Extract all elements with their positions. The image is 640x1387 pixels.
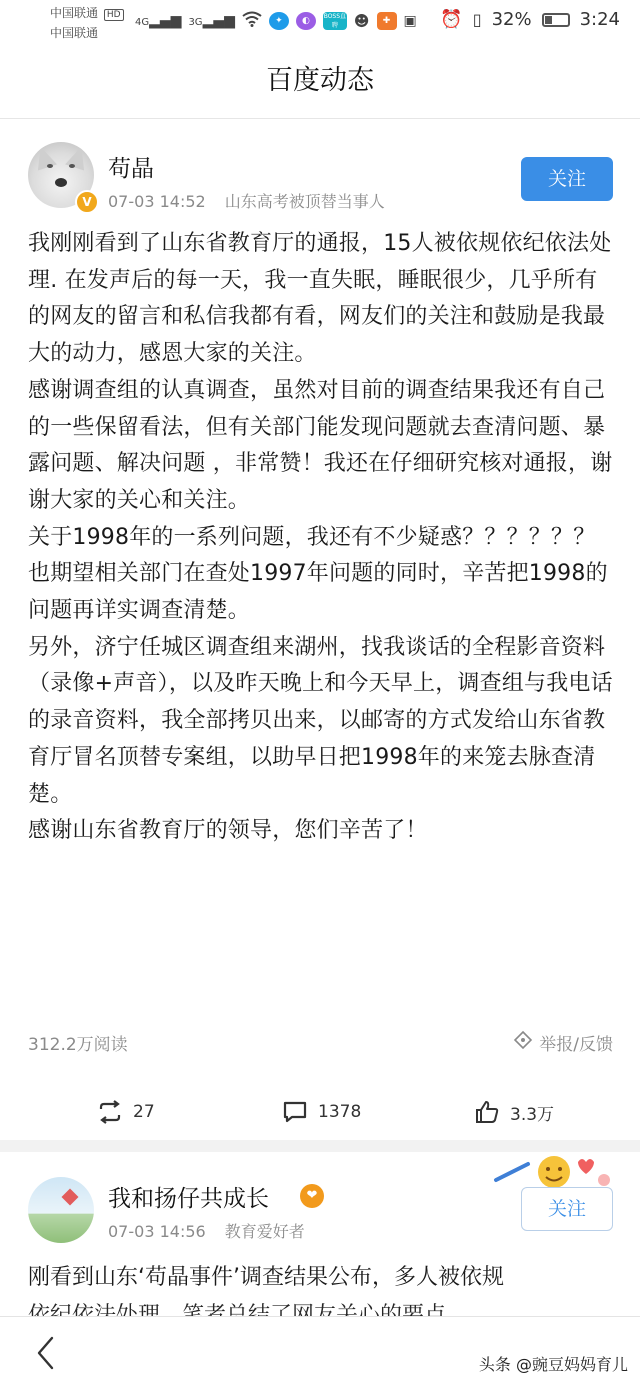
repost-icon	[97, 1100, 123, 1124]
back-arrow-icon	[34, 1335, 58, 1371]
carrier-1: 中国联通	[50, 6, 99, 20]
app-badge-purple-icon: ◐	[296, 12, 316, 30]
read-count: 312.2万阅读	[28, 1035, 128, 1055]
post-paragraph-1: 我刚刚看到了山东省教育厅的通报，15人被依规依纪依法处理. 在发声后的每一天，我一直失眠，睡眠很少，几乎所有的网友的留言和私信我都有看，网友们的关注和鼓励是我最大的动力，感恩大家的关注。	[28, 231, 612, 367]
post-body	[28, 226, 618, 850]
watermark: 头条 @豌豆妈妈育儿	[478, 1355, 628, 1374]
post-paragraph-5: 感谢山东省教育厅的领导，您们辛苦了！	[28, 818, 428, 844]
author-tagline: 山东高考被顶替当事人	[224, 192, 385, 211]
avatar-nose	[55, 178, 67, 187]
comment-count: 1378	[318, 1102, 362, 1122]
back-button[interactable]	[34, 1335, 58, 1375]
author-tagline: 教育爱好者	[224, 1222, 305, 1241]
bottom-nav	[0, 1316, 640, 1387]
post-meta	[108, 1219, 305, 1242]
avatar-kite	[62, 1189, 79, 1206]
network-4g: 4G▂▄▆	[135, 13, 182, 29]
author-avatar[interactable]	[28, 1177, 94, 1243]
comment-icon	[282, 1100, 308, 1124]
post-meta	[108, 189, 385, 212]
post-time: 07-03 14:52	[108, 192, 206, 211]
boss-app-icon: BOSS直聘	[323, 13, 347, 29]
avatar-ear-left	[31, 143, 57, 170]
post-line-1: 刚看到山东‘苟晶事件’调查结果公布，多人被依规	[28, 1265, 504, 1290]
post-time: 07-03 14:56	[108, 1222, 206, 1241]
like-button[interactable]	[474, 1090, 554, 1134]
follow-button[interactable]: 关注	[521, 157, 613, 201]
repost-button[interactable]	[97, 1090, 155, 1134]
status-bar	[0, 0, 640, 44]
qq-icon: ☻	[353, 12, 370, 30]
carrier-2: 中国联通	[50, 26, 99, 40]
post-paragraph-3: 关于1998年的一系列问题，我还有不少疑惑？？？？？？ 也期望相关部门在查处1997年问题的同时，辛苦把1998的问题再详实调查清楚。	[28, 524, 608, 624]
network-3g: 3G▂▄▆	[188, 13, 235, 29]
vibrate-icon: ▯	[472, 10, 482, 29]
post-actions	[0, 1090, 640, 1134]
verified-badge-icon: V	[75, 190, 99, 214]
report-icon	[513, 1030, 533, 1055]
report-feedback-link[interactable]	[513, 1030, 613, 1055]
notification-icon: ▣	[403, 13, 417, 29]
report-label: 举报/反馈	[539, 1035, 613, 1055]
app-badge-orange-icon: ✚	[377, 12, 397, 30]
page-title: 百度动态	[266, 65, 374, 96]
comment-button[interactable]	[282, 1090, 361, 1134]
status-left-icons	[135, 11, 417, 31]
post-paragraph-2: 感谢调查组的认真调查，虽然对目前的调查结果我还有自己的一些保留看法，但有关部门能发现问题就去查清问题、暴露问题、解决问题 ，非常赞！我还在仔细研究核对通报，谢谢大家的关心和关注。	[28, 377, 613, 513]
avatar-eye-right	[69, 164, 75, 168]
app-badge-blue-icon: ✦	[269, 12, 289, 30]
wifi-icon	[242, 11, 262, 31]
post-paragraph-4: 另外，济宁任城区调查组来湖州，找我谈话的全程影音资料（录像+声音），以及昨天晚上和今天早上，调查组与我电话的录音资料，我全部拷贝出来，以邮寄的方式发给山东省教育厅冒名顶替专案组，以助早日把1998年的来笼去脉查清楚。	[28, 634, 613, 807]
battery-percent: 32%	[491, 9, 532, 30]
status-right	[440, 9, 620, 30]
battery-icon	[542, 13, 570, 27]
thumbs-up-icon	[474, 1099, 500, 1125]
hd-badge: HD	[104, 9, 124, 21]
alarm-icon: ⏰	[440, 9, 463, 30]
follow-button[interactable]: 关注	[521, 1187, 613, 1231]
clock: 3:24	[579, 9, 620, 30]
author-name[interactable]: 苟晶	[108, 156, 154, 182]
author-name[interactable]: 我和扬仔共成长	[108, 1186, 269, 1212]
repost-count: 27	[133, 1102, 155, 1122]
carrier-info	[50, 4, 124, 42]
author-medal-icon: ❤	[300, 1184, 324, 1208]
avatar-eye-left	[47, 164, 53, 168]
header-divider	[0, 118, 640, 119]
like-count: 3.3万	[510, 1104, 555, 1125]
